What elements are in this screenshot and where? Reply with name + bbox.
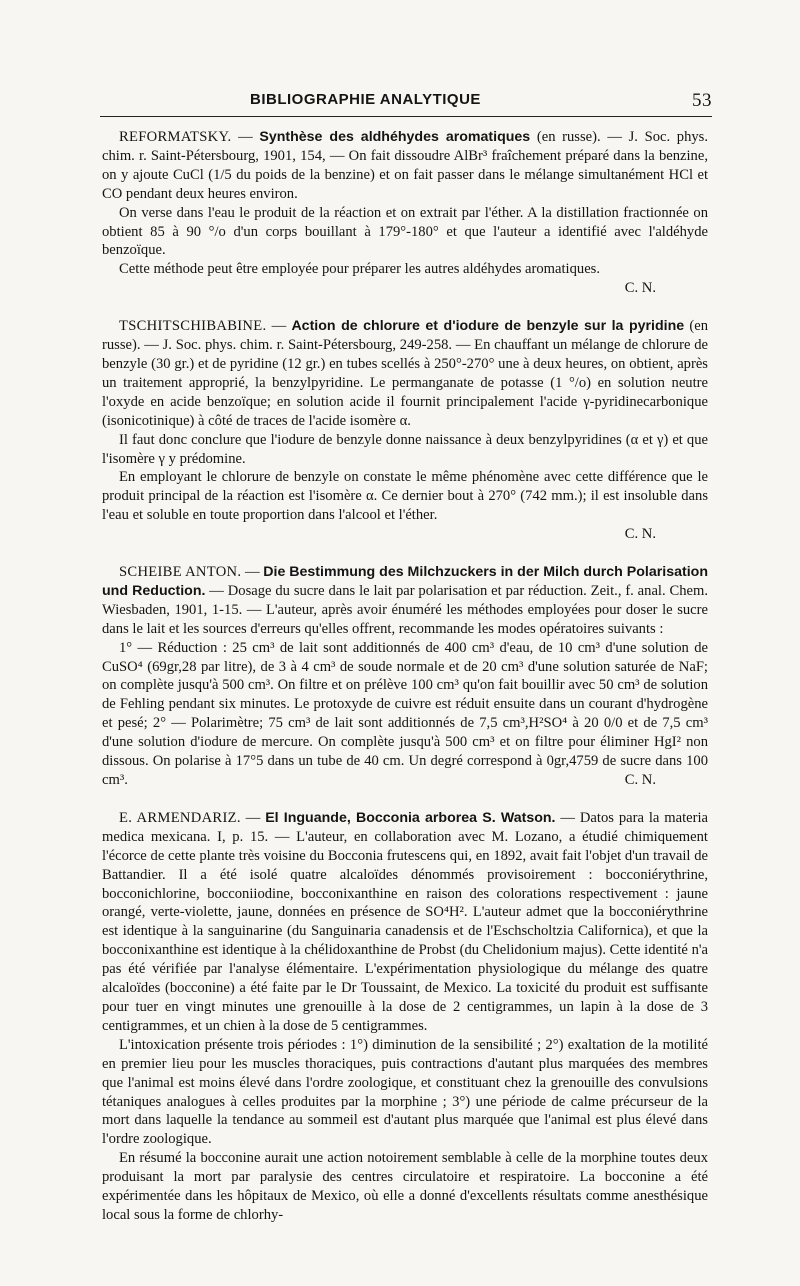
entry-reformatsky (102, 128, 708, 298)
entry-paragraph: L'intoxication présente trois périodes : 1°) diminution de la sensibilité ; 2°) exaltation de la motilité en premier lieu pour les muscles thoraciques, puis contractions d'autant plus marquées des membres que l'animal est moins élevé dans l'ordre zoologique, et constituant chez la grenouille des convulsions tétaniques analogues à celles produites par la morphine ; 3°) une période de calme précurseur de la mort dans laquelle la tendance au sommeil est d'autant plus marquée que l'animal est plus élevé dans l'ordre zoologique. (102, 1036, 708, 1148)
entry-paragraph: Il faut donc conclure que l'iodure de benzyle donne naissance à deux benzylpyridines (α et γ) et que l'isomère γ y prédomine. (102, 431, 708, 467)
entry-lead: E. ARMENDARIZ. — El Inguande, Bocconia arborea S. Watson. — Datos para la materia medica mexicana. I, p. 15. — L'auteur, en collaboration avec M. Lozano, a étudié chimiquement l'écorce de cette plante très voisine du Bocconia frutescens qui, en 1892, avait fait l'objet d'un travail de Battandier. Il a été isolé quatre alcaloïdes dénommés provisoirement : bocconiérythrine, bocconichlorine, bocconiiodine, bocconixanthine en raison des colorations respectivement : jaune orangé, verte-violette, jaune, données en présence de SO⁴H². L'auteur admet que la bocconiérythrine est identique à la sanguinarine (du Sanguinaria canadensis et de l'Eschscholtzia Californica), et que la bocconixanthine est identique à la chélidoxanthine de Probst (du Chelidonium majus). Cette identité n'a pas été vérifiée par l'analyse élémentaire. L'expérimentation physiologique du mélange des quatre alcaloïdes (bocconine) a été faite par le Dr Toussaint, de Mexico. La toxicité du produit est suffisante pour tuer en vingt minutes une grenouille à la dose de 2 centigrammes, un lapin à la dose de 3 centigrammes, et un chien à la dose de 5 centigrammes. (102, 809, 709, 1034)
entry-paragraph: En employant le chlorure de benzyle on constate le même phénomène avec cette différence que le produit principal de la réaction est l'isomère α. Ce dernier bout à 270° (742 mm.); il est insoluble dans l'eau et soluble en toute proportion dans l'alcool et l'éther. (102, 469, 708, 524)
entry-paragraph-text: 1° — Réduction : 25 cm³ de lait sont additionnés de 400 cm³ d'eau, de 10 cm³ d'une solution de CuSO⁴ (69gr,28 par litre), de 3 à 4 cm³ de soude normale et de 20 cm³ d'une solution saturée de NaF; on complète jusqu'à 500 cm³. On filtre et on prélève 100 cm³ qu'on fait bouillir avec 50 cm³ de solution de Fehling pendant six minutes. Le protoxyde de cuivre est réduit ensuite dans un courant d'hydrogène et pesé; 2° — Polarimètre; 75 cm³ de lait sont additionnés de 7,5 cm³,H²SO⁴ à 20 0/0 et de 7,5 cm³ d'une solution d'iodure de mercure. On complète jusqu'à 500 cm³ et on filtre pour éliminer HgI² non dissous. On polarise à 17°5 dans un tube de 40 cm. Un degré correspond à 0gr,4759 de sucre dans 100 cm³. (102, 639, 708, 788)
entry-paragraph: En résumé la bocconine aurait une action notoirement semblable à celle de la morphine toutes deux produisant la mort par paralysie des centres circulatoire et respiratoire. La bocconine a été expérimentée dans les hôpitaux de Mexico, où elle a donné d'excellents résultats comme anesthésique local sous la forme de chlorhy- (102, 1150, 708, 1223)
entry-lead: REFORMATSKY. — Synthèse des aldhéhydes aromatiques (en russe). — J. Soc. phys. chim. r. Saint-Pétersbourg, 1901, 154, — On fait dissoudre AlBr³ fraîchement préparé dans la benzine, on y ajoute CuCl (1/5 du poids de la benzine) et on fait passer dans le mélange simultanément HCl et CO pendant deux heures environ. (102, 129, 708, 202)
entry-paragraph: On verse dans l'eau le produit de la réaction et on extrait par l'éther. A la distillation fractionnée on obtient 85 à 90 °/o d'un corps bouillant à 179°-180° et que l'auteur a identifié avec l'aldéhyde benzoïque. (102, 204, 708, 259)
entry-text: (en russe). — J. Soc. phys. chim. r. Saint-Pétersbourg, 1901, 154, — On fait dissoudre AlBr³ fraîchement préparé dans la benzine, on y ajoute CuCl (1/5 du poids de la benzine) et on fait passer dans le mélange simultanément HCl et CO pendant deux heures environ. (102, 129, 708, 202)
entry-text: (en russe). — J. Soc. phys. chim. r. Saint-Pétersbourg, 249-258. — En chauffant un mélange de chlorure de benzyle (30 gr.) et de pyridine (12 gr.) en tubes scellés à 250°-270° une à deux heures, on obtient, après un traitement approprié, la benzylpyridine. Le permanganate de potasse (1 °/o) en solution neutre l'oxyde en acide benzoïque; en solution acide il fournit principalement l'acide γ-pyridinecarbonique (isonicotinique) à côté de traces de l'acide isomère α. (102, 318, 708, 429)
entry-text: — Dosage du sucre dans le lait par polarisation et par réduction. Zeit., f. anal. Chem. Wiesbaden, 1901, 1-15. — L'auteur, après avoir énuméré les méthodes employées pour doser le sucre dans le lait et les sources d'erreurs qu'elles offrent, recommande les modes opératoires suivants : (102, 582, 708, 637)
entry-armendariz (102, 809, 708, 1225)
entry-paragraph (102, 639, 708, 790)
entry-author: REFORMATSKY. (119, 129, 232, 145)
entry-title: Synthèse des aldhéhydes aromatiques (259, 129, 531, 145)
entry-author: SCHEIBE ANTON. (119, 564, 242, 581)
entry-title: Die Bestimmung des Milchzuckers in der Milch durch Polarisation und Reduction. (102, 564, 708, 599)
running-header (100, 90, 712, 117)
entry-paragraph: Cette méthode peut être employée pour préparer les autres aldéhydes aromatiques. (119, 261, 600, 278)
entry-text: — Datos para la materia medica mexicana. I, p. 15. — L'auteur, en collaboration avec M. Lozano, a étudié chimiquement l'écorce de cette plante très voisine du Bocconia frutescens qui, en 1892, avait fait l'objet d'un travail de Battandier. Il a été isolé quatre alcaloïdes dénommés provisoirement : bocconiérythrine, bocconichlorine, bocconiiodine, bocconixanthine en raison des colorations respectivement : jaune orangé, verte-violette, jaune, données en présence de SO⁴H². L'auteur admet que la bocconiérythrine est identique à la sanguinarine (du Sanguinaria canadensis et de l'Eschscholtzia Californica), et que la bocconixanthine est identique à la chélidoxanthine de Probst (du Chelidonium majus). Cette identité n'a pas été vérifiée par l'analyse élémentaire. L'expérimentation physiologique du mélange des quatre alcaloïdes (bocconine) a été faite par le Dr Toussaint, de Mexico. La toxicité du produit est suffisante pour tuer en vingt minutes une grenouille à la dose de 2 centigrammes, un lapin à la dose de 3 centigrammes, et un chien à la dose de 5 centigrammes. (102, 809, 709, 1034)
entry-tschitschibabine (102, 317, 708, 544)
running-title: BIBLIOGRAPHIE ANALYTIQUE (250, 91, 481, 108)
entry-title: El Inguande, Bocconia arborea S. Watson. (265, 809, 556, 826)
article-body (102, 128, 708, 1244)
entry-lead: TSCHITSCHIBABINE. — Action de chlorure et d'iodure de benzyle sur la pyridine (en russe). — J. Soc. phys. chim. r. Saint-Pétersbourg, 249-258. — En chauffant un mélange de chlorure de benzyle (30 gr.) et de pyridine (12 gr.) en tubes scellés à 250°-270° une à deux heures, on obtient, après un traitement approprié, la benzylpyridine. Le permanganate de potasse (1 °/o) en solution neutre l'oxyde en acide benzoïque; en solution acide il fournit principalement l'acide γ-pyridinecarbonique (isonicotinique) à côté de traces de l'acide isomère α. (102, 318, 708, 429)
entry-signature: C. N. (624, 772, 656, 788)
entry-author: TSCHITSCHIBABINE. (119, 318, 267, 335)
entry-lead: SCHEIBE ANTON. — Die Bestimmung des Milchzuckers in der Milch durch Polarisation und Reduction. — Dosage du sucre dans le lait par polarisation et par réduction. Zeit., f. anal. Chem. Wiesbaden, 1901, 1-15. — L'auteur, après avoir énuméré les méthodes employées pour doser le sucre dans le lait et les sources d'erreurs qu'elles offrent, recommande les modes opératoires suivants : (102, 564, 708, 637)
page-number: 53 (692, 90, 712, 111)
entry-signature: C. N. (624, 280, 656, 297)
entry-author: E. ARMENDARIZ. (119, 809, 241, 826)
entry-signature: C. N. (624, 526, 656, 543)
entry-scheibe (102, 563, 708, 790)
entry-title: Action de chlorure et d'iodure de benzyle sur la pyridine (291, 318, 685, 335)
